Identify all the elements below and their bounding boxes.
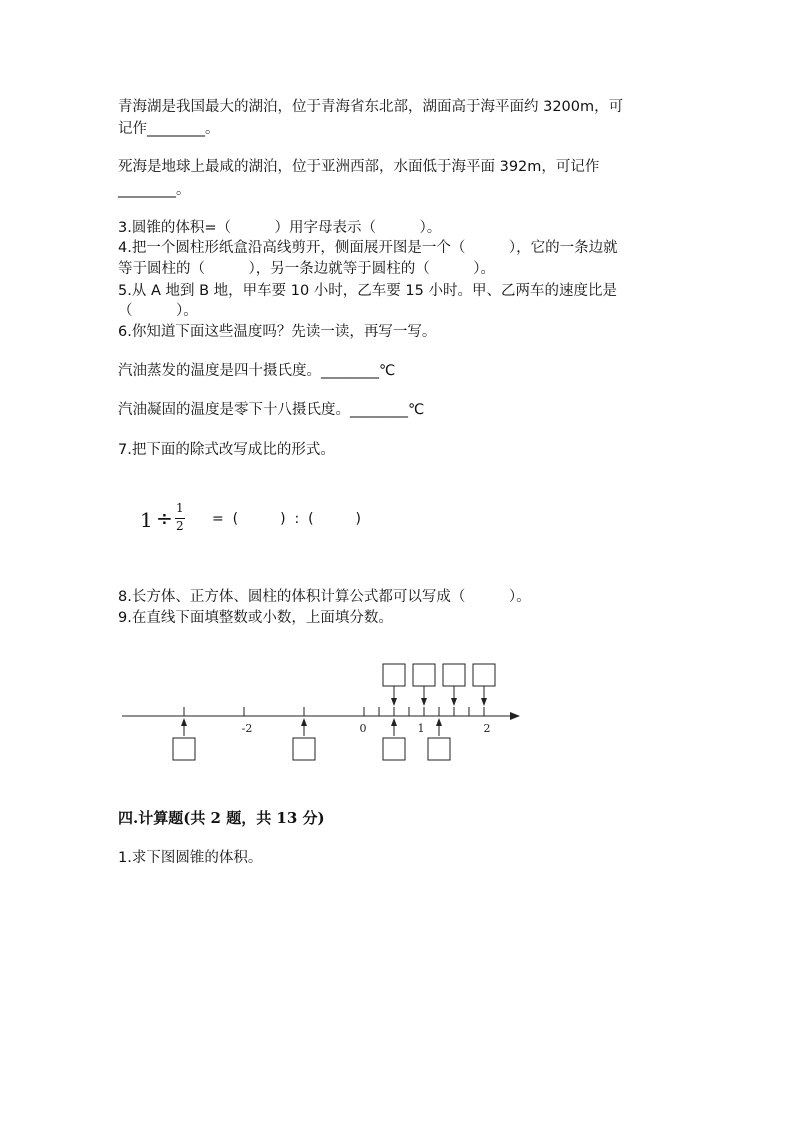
arrowhead-up-icon [391, 718, 397, 726]
answer-box-below [293, 738, 315, 760]
expr-whole: 1 [140, 508, 153, 532]
answer-box-below [428, 738, 450, 760]
question-5-line-1: 5.从 A 地到 B 地，甲车要 10 小时，乙车要 15 小时。甲、乙两车的速度比是 [118, 283, 617, 299]
number-line-arrowhead [510, 712, 520, 720]
tick-label: -2 [241, 722, 253, 735]
answer-box-below [383, 738, 405, 760]
number-line-figure [0, 650, 794, 790]
section-4-question-1: 1.求下图圆锥的体积。 [118, 850, 263, 866]
question-4-line-2: 等于圆柱的（ ），另一条边就等于圆柱的（ ）。 [118, 261, 495, 277]
answer-box-below [173, 738, 195, 760]
answer-box-above [473, 664, 495, 686]
section-4-heading: 四.计算题(共 2 题，共 13 分) [118, 809, 325, 827]
arrowhead-up-icon [301, 718, 307, 726]
q-qinghai-line-2: 记作________。 [118, 121, 220, 137]
answer-box-above [383, 664, 405, 686]
answer-box-above [413, 664, 435, 686]
q-qinghai-line-1: 青海湖是我国最大的湖泊，位于青海省东北部，湖面高于海平面约 3200m，可 [118, 99, 624, 115]
answer-box-above [443, 664, 465, 686]
arrowhead-down-icon [421, 698, 427, 706]
question-6: 6.你知道下面这些温度吗？先读一读，再写一写。 [118, 324, 437, 340]
question-6-item-b: 汽油凝固的温度是零下十八摄氏度。________℃ [118, 402, 425, 418]
tick-label: 2 [483, 722, 491, 735]
arrowhead-up-icon [181, 718, 187, 726]
question-8: 8.长方体、正方体、圆柱的体积计算公式都可以写成（ ）。 [118, 589, 531, 605]
expr-denominator: 2 [176, 519, 184, 533]
arrowhead-down-icon [451, 698, 457, 706]
arrowhead-down-icon [481, 698, 487, 706]
question-6-item-a: 汽油蒸发的温度是四十摄氏度。________℃ [118, 363, 396, 379]
question-5-line-2: （ ）。 [118, 303, 198, 319]
q-deadsea-line-1: 死海是地球上最咸的湖泊，位于亚洲西部，水面低于海平面 392m，可记作 [118, 159, 600, 175]
question-9: 9.在直线下面填整数或小数，上面填分数。 [118, 610, 393, 626]
question-7: 7.把下面的除式改写成比的形式。 [118, 442, 335, 458]
expr-operator: ÷ [156, 506, 173, 530]
question-4-line-1: 4.把一个圆柱形纸盒沿高线剪开，侧面展开图是一个（ ），它的一条边就 [118, 240, 618, 256]
tick-label: 1 [417, 722, 425, 735]
ratio-blanks: = ( ) : ( ) [212, 511, 361, 527]
expr-numerator: 1 [176, 501, 184, 515]
arrowhead-down-icon [391, 698, 397, 706]
q-deadsea-line-2: ________。 [118, 182, 191, 198]
tick-label: 0 [359, 722, 367, 735]
arrowhead-up-icon [436, 718, 442, 726]
question-3: 3.圆锥的体积=（ ）用字母表示（ ）。 [118, 220, 442, 236]
